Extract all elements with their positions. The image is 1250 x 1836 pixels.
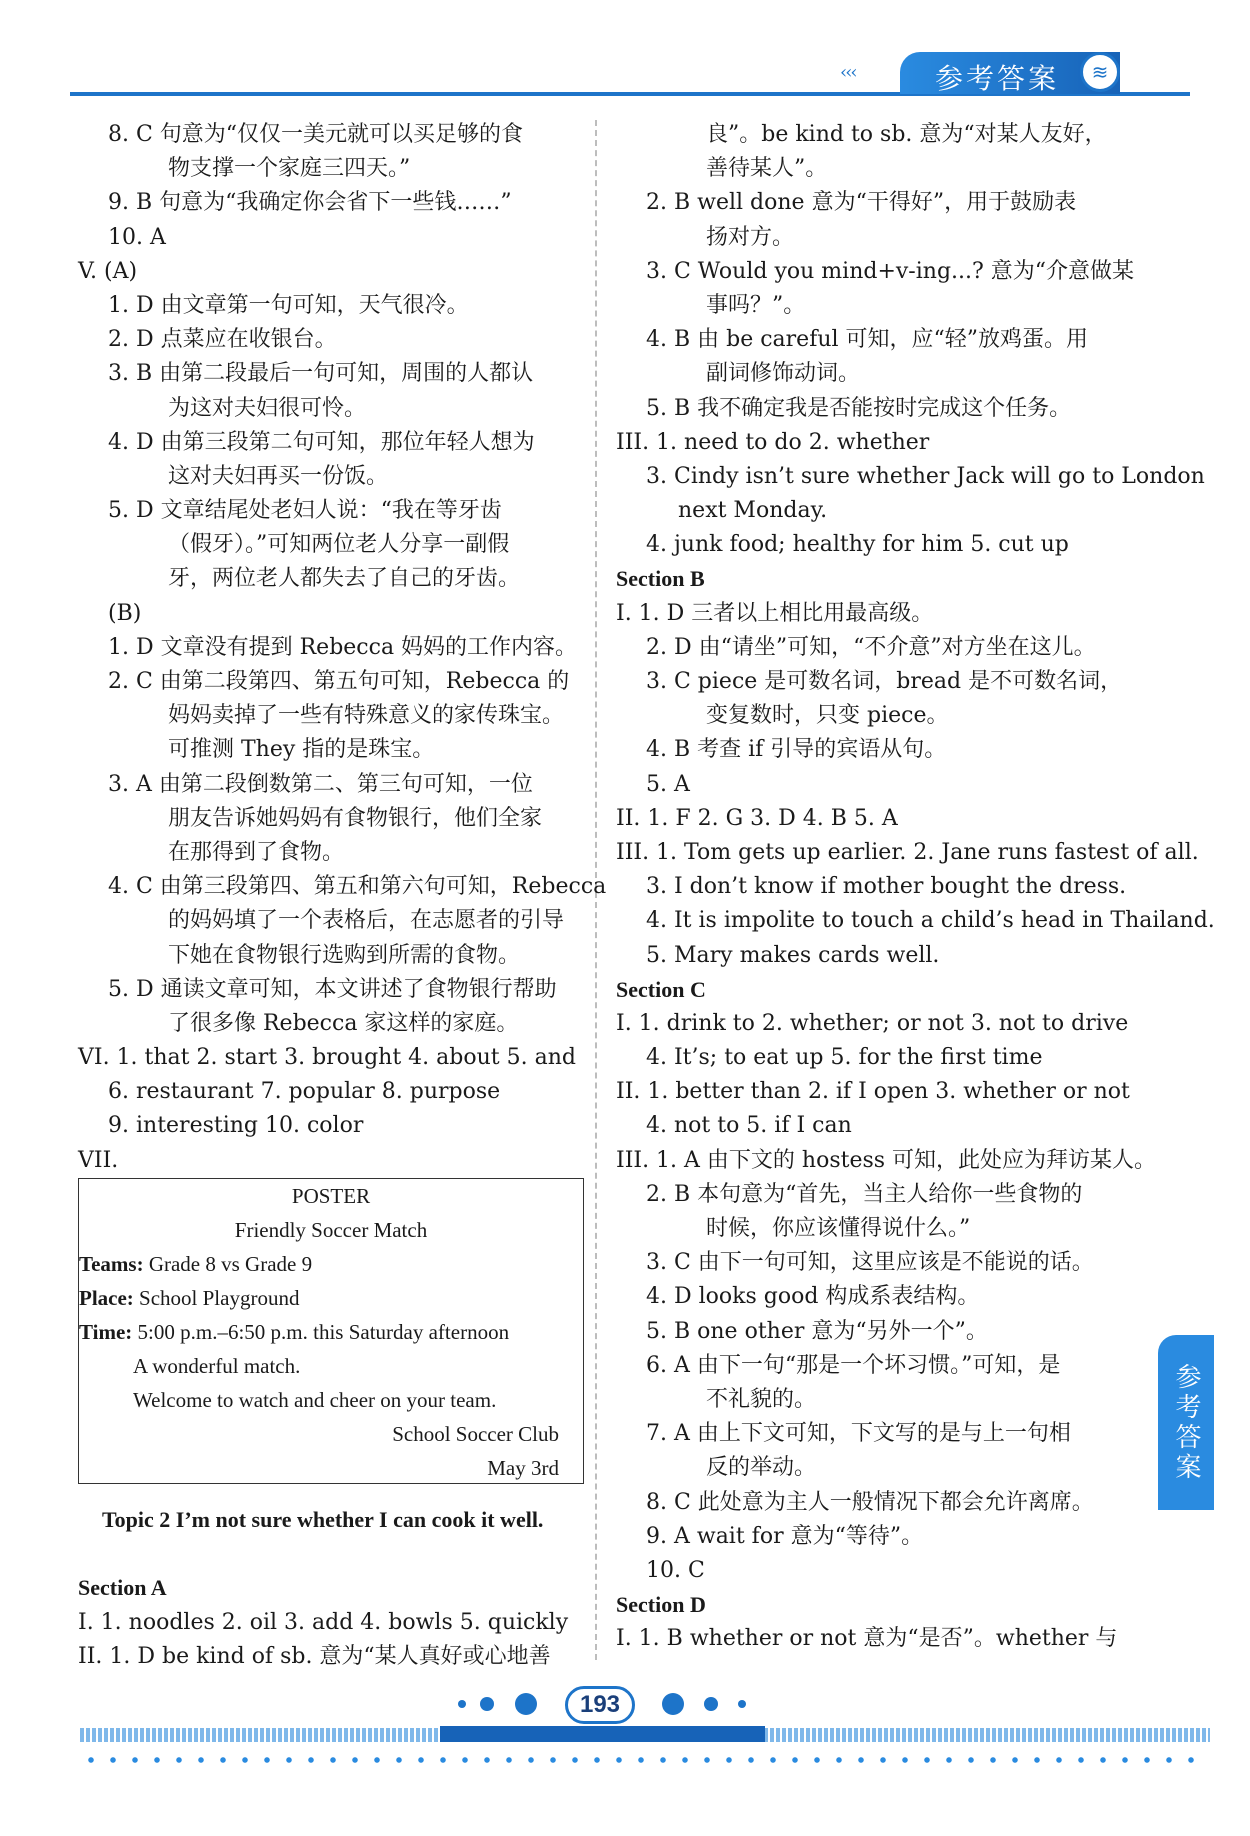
right-line: III. 1. A 由下文的 hostess 可知，此处应为拜访某人。 [616,1147,1157,1173]
right-line: 2. B 本句意为“首先，当主人给你一些食物的 [646,1181,1083,1207]
right-line: 变复数时，只变 piece。 [706,703,949,729]
poster-teams: Teams: Grade 8 vs Grade 9 [79,1252,313,1276]
right-line: 4. not to 5. if I can [646,1113,852,1139]
left-line: 可推测 They 指的是珠宝。 [168,737,435,763]
right-line: 4. It is impolite to touch a child’s head in Thailand. [646,908,1215,934]
deco-dot-icon [515,1693,537,1715]
right-line: 3. C piece 是可数名词，bread 是不可数名词， [646,669,1123,694]
right-line: I. 1. D 三者以上相比用最高级。 [616,600,934,626]
poster-line2: Welcome to watch and cheer on your team. [133,1388,497,1412]
poster-subtitle: Friendly Soccer Match [234,1218,428,1242]
left-line: 6. restaurant 7. popular 8. purpose [108,1079,501,1105]
right-line: II. 1. better than 2. if I open 3. whether or not [616,1079,1130,1105]
page-number: 193 [565,1686,635,1724]
right-line: I. 1. drink to 2. whether; or not 3. not to drive [616,1010,1129,1036]
right-line: 良”。be kind to sb. 意为“对某人友好， [706,122,1107,147]
left-line: 5. D 文章结尾处老妇人说：“我在等牙齿 [108,498,502,524]
side-tab: 参考答案 [1158,1335,1214,1510]
logo-icon: ≋ [1080,52,1120,92]
right-line: 5. B 我不确定我是否能按时完成这个任务。 [646,395,1072,421]
left-line: 下她在食物银行选购到所需的食物。 [168,942,521,968]
right-line: 10. C [646,1557,705,1583]
left-line: 1. D 文章没有提到 Rebecca 妈妈的工作内容。 [108,634,578,660]
deco-dot-icon [662,1693,684,1715]
right-line: Section B [616,566,705,592]
right-line: III. 1. Tom gets up earlier. 2. Jane runs fastest of all. [616,839,1199,865]
left-line: 5. D 通读文章可知，本文讲述了食物银行帮助 [108,976,557,1002]
right-line: 5. B one other 意为“另外一个”。 [646,1318,988,1344]
left-line: （假牙）。”可知两位老人分享一副假 [168,532,510,558]
footer-dots [80,1752,1210,1768]
right-line: 反的举动。 [706,1455,817,1481]
left-line: VII. [78,1147,119,1173]
left-line: 3. A 由第二段倒数第二、第三句可知，一位 [108,771,533,797]
left-line: 10. A [108,224,166,250]
left-line: 妈妈卖掉了一些有特殊意义的家传珠宝。 [168,703,565,729]
right-line: 6. A 由下一句“那是一个坏习惯。”可知，是 [646,1352,1061,1378]
left-line: 8. C 句意为“仅仅一美元就可以买足够的食 [108,122,524,147]
left-line: 2. D 点菜应在收银台。 [108,327,337,353]
right-line: 8. C 此处意为主人一般情况下都会允许离席。 [646,1489,1094,1515]
left-line: VI. 1. that 2. start 3. brought 4. about 5. and [78,1045,576,1071]
deco-dot-icon [738,1700,746,1708]
right-line: 3. C Would you mind+v-ing...? 意为“介意做某 [646,258,1135,284]
right-line: 5. Mary makes cards well. [646,942,940,968]
left-line: 牙，两位老人都失去了自己的牙齿。 [168,566,521,592]
deco-dot-icon [458,1700,466,1708]
right-line: 3. I don’t know if mother bought the dress. [646,874,1127,900]
left-line: 朋友告诉她妈妈有食物银行，他们全家 [168,805,543,831]
deco-dot-icon [480,1697,494,1711]
left-column [78,118,607,1178]
right-line: next Monday. [678,498,828,524]
left_bottom-line [78,1537,588,1571]
right-line: 7. A 由上下文可知，下文写的是与上一句相 [646,1421,1071,1447]
right-line: I. 1. B whether or not 意为“是否”。whether 与 [616,1626,1118,1652]
poster-box [78,1178,584,1484]
left-line: 物支撑一个家庭三四天。” [168,156,411,182]
right-line: 时候，你应该懂得说什么。” [706,1216,971,1241]
left-line: 了很多像 Rebecca 家这样的家庭。 [168,1010,519,1036]
header-arrows-icon: ‹‹‹ [840,62,856,83]
deco-dot-icon [704,1697,718,1711]
left-line: 9. B 句意为“我确定你会省下一些钱……” [108,190,512,216]
right-line: 4. It’s; to eat up 5. for the first time [646,1045,1043,1071]
right-line: 副词修饰动词。 [706,361,861,387]
poster-time: Time: 5:00 p.m.–6:50 p.m. this Saturday afternoon [79,1320,510,1344]
left-line: 在那得到了食物。 [168,839,345,865]
poster-title: POSTER [291,1184,371,1208]
left_bottom-line: Section A [78,1575,167,1601]
left-line: 1. D 由文章第一句可知，天气很冷。 [108,292,469,318]
left-line: 这对夫妇再买一份饭。 [168,463,389,489]
left-line: 的妈妈填了一个表格后，在志愿者的引导 [168,908,565,934]
left-line: 为这对夫妇很可怜。 [168,395,367,421]
right-line: Section D [616,1592,706,1618]
right-line: 2. D 由“请坐”可知，“不介意”对方坐在这儿。 [646,634,1096,660]
left-line: 4. D 由第三段第二句可知，那位年轻人想为 [108,429,535,455]
left-line: 4. C 由第三段第四、第五和第六句可知，Rebecca [108,874,607,900]
poster-place: Place: School Playground [79,1286,300,1310]
page-header-title: 参考答案 [935,62,1060,95]
left_bottom-line: I. 1. noodles 2. oil 3. add 4. bowls 5. quickly [78,1609,569,1635]
left-line: 3. B 由第二段最后一句可知，周围的人都认 [108,361,534,387]
right-line: 善待某人”。 [706,156,828,182]
right-line: 3. C 由下一句可知，这里应该是不能说的话。 [646,1250,1094,1276]
right-line: Section C [616,976,706,1002]
poster-sign: School Soccer Club [392,1422,559,1446]
left_bottom-line: II. 1. D be kind of sb. 意为“某人真好或心地善 [78,1643,551,1669]
right-line: 2. B well done 意为“干得好”，用于鼓励表 [646,190,1077,216]
left-line: (B) [108,600,142,626]
right-line: 扬对方。 [706,224,795,250]
footer-band-center [440,1726,765,1742]
left-column-bottom [78,1503,588,1674]
left_bottom-line: Topic 2 I’m not sure whether I can cook it well. [102,1507,544,1532]
right-line: 9. A wait for 意为“等待”。 [646,1523,924,1549]
right-line: III. 1. need to do 2. whether [616,429,930,455]
right-line: 4. D looks good 构成系表结构。 [646,1284,980,1310]
left-line: V. (A) [78,258,138,284]
left-line: 9. interesting 10. color [108,1113,364,1139]
right-line: 不礼貌的。 [706,1386,817,1412]
poster-line1: A wonderful match. [133,1354,301,1378]
right-line: 事吗？”。 [706,292,806,318]
right-line: 3. Cindy isn’t sure whether Jack will go to London [646,463,1205,489]
poster-date: May 3rd [487,1456,559,1480]
right-line: 4. B 考查 if 引导的宾语从句。 [646,737,947,763]
right-line: 4. junk food; healthy for him 5. cut up [646,532,1069,558]
right-line: II. 1. F 2. G 3. D 4. B 5. A [616,805,898,831]
left-line: 2. C 由第二段第四、第五句可知，Rebecca 的 [108,669,570,694]
right-line: 5. A [646,771,690,797]
right-line: 4. B 由 be careful 可知，应“轻”放鸡蛋。用 [646,327,1089,353]
